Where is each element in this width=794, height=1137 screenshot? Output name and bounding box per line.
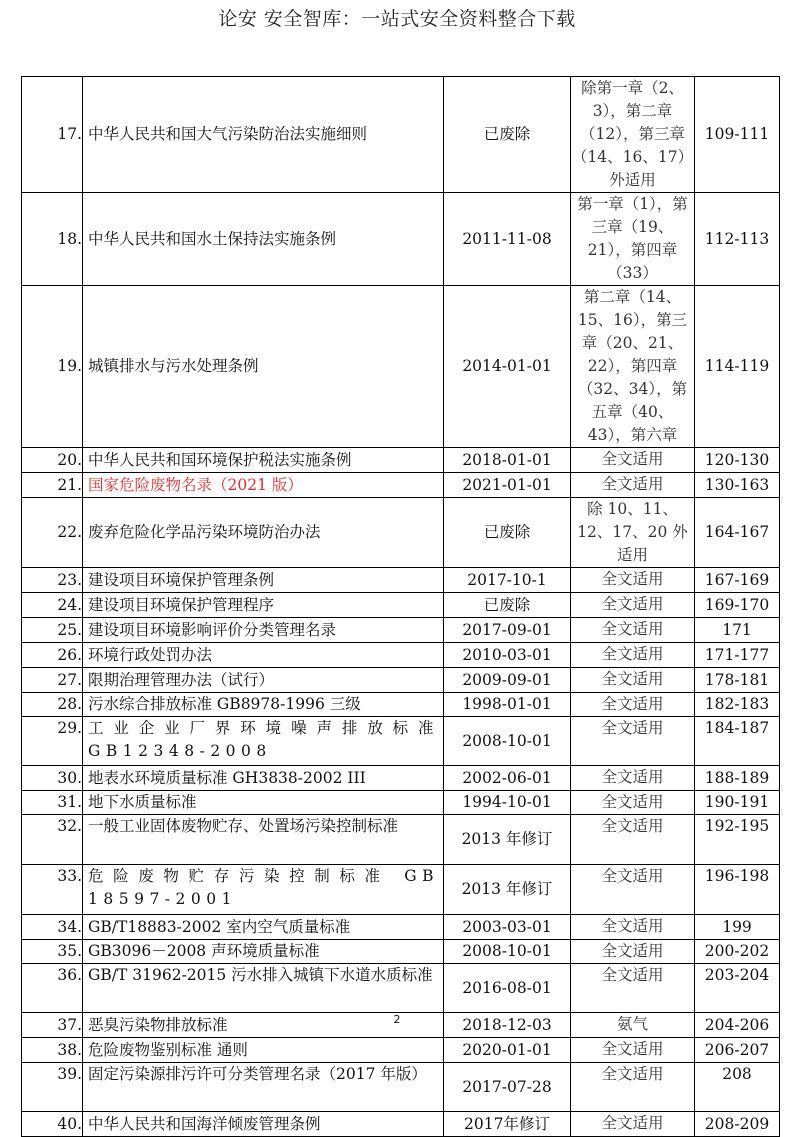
page-range: 120-130 xyxy=(695,448,780,473)
regulation-name: 建设项目环境保护管理程序 xyxy=(83,593,444,618)
regulation-name: 中华人民共和国海洋倾废管理条例 xyxy=(83,1112,444,1137)
applicable-scope: 全文适用 xyxy=(571,964,695,1013)
applicable-scope: 除 10、11、12、17、20 外适用 xyxy=(571,498,695,568)
table-row xyxy=(22,77,780,193)
page-range: 206-207 xyxy=(695,1038,780,1063)
regulation-name: 中华人民共和国水土保持法实施条例 xyxy=(83,193,444,286)
table-row xyxy=(22,1063,780,1112)
page-range: 208-209 xyxy=(695,1112,780,1137)
applicable-scope: 全文适用 xyxy=(571,717,695,766)
row-number: 27. xyxy=(22,668,83,693)
applicable-scope: 第二章（14、15、16），第三章（20、21、22），第四章（32、34），第五章（40、43），第六章 xyxy=(571,286,695,448)
page-range: 169-170 xyxy=(695,593,780,618)
applicable-scope: 全文适用 xyxy=(571,766,695,791)
applicable-scope: 全文适用 xyxy=(571,618,695,643)
page-range: 112-113 xyxy=(695,193,780,286)
row-number: 17. xyxy=(22,77,83,193)
regulation-name: 废弃危险化学品污染环境防治办法 xyxy=(83,498,444,568)
applicable-scope: 全文适用 xyxy=(571,448,695,473)
row-number: 28. xyxy=(22,693,83,717)
effective-date: 2018-12-03 xyxy=(444,1013,571,1038)
row-number: 29. xyxy=(22,717,83,766)
table-row xyxy=(22,1038,780,1063)
row-number: 31. xyxy=(22,791,83,815)
row-number: 21. xyxy=(22,473,83,498)
effective-date: 2003-03-01 xyxy=(444,915,571,940)
row-number: 33. xyxy=(22,865,83,915)
page-range: 196-198 xyxy=(695,865,780,915)
row-number: 36. xyxy=(22,964,83,1013)
effective-date: 2017-07-28 xyxy=(444,1063,571,1112)
regulation-name: GB/T 31962-2015 污水排入城镇下水道水质标准 xyxy=(83,964,444,1013)
regulation-name: 建设项目环境影响评价分类管理名录 xyxy=(83,618,444,643)
effective-date: 2018-01-01 xyxy=(444,448,571,473)
row-number: 23. xyxy=(22,568,83,593)
effective-date: 2010-03-01 xyxy=(444,643,571,668)
row-number: 26. xyxy=(22,643,83,668)
row-number: 20. xyxy=(22,448,83,473)
applicable-scope: 全文适用 xyxy=(571,593,695,618)
row-number: 22. xyxy=(22,498,83,568)
applicable-scope: 全文适用 xyxy=(571,1063,695,1112)
page-range: 178-181 xyxy=(695,668,780,693)
regulation-name: 中华人民共和国环境保护税法实施条例 xyxy=(83,448,444,473)
table-row xyxy=(22,1112,780,1137)
row-number: 38. xyxy=(22,1038,83,1063)
regulation-name: 城镇排水与污水处理条例 xyxy=(83,286,444,448)
applicable-scope: 全文适用 xyxy=(571,791,695,815)
row-number: 39. xyxy=(22,1063,83,1112)
table-row xyxy=(22,915,780,940)
applicable-scope: 全文适用 xyxy=(571,643,695,668)
effective-date: 2008-10-01 xyxy=(444,940,571,964)
effective-date: 2017-10-1 xyxy=(444,568,571,593)
page-range: 200-202 xyxy=(695,940,780,964)
page-range: 190-191 xyxy=(695,791,780,815)
table-row xyxy=(22,618,780,643)
table-row xyxy=(22,766,780,791)
table-row xyxy=(22,693,780,717)
row-number: 24. xyxy=(22,593,83,618)
table-row xyxy=(22,964,780,1013)
effective-date: 2017-09-01 xyxy=(444,618,571,643)
effective-date: 1998-01-01 xyxy=(444,693,571,717)
applicable-scope: 全文适用 xyxy=(571,1038,695,1063)
row-number: 35. xyxy=(22,940,83,964)
effective-date: 2008-10-01 xyxy=(444,717,571,766)
effective-date: 已废除 xyxy=(444,498,571,568)
regulation-name: 危险废物鉴别标准 通则 xyxy=(83,1038,444,1063)
regulation-name: 固定污染源排污许可分类管理名录（2017 年版） xyxy=(83,1063,444,1112)
page-range: 171-177 xyxy=(695,643,780,668)
table-row xyxy=(22,940,780,964)
applicable-scope: 全文适用 xyxy=(571,568,695,593)
regulation-name: 工业企业厂界环境噪声排放标准 GB12348-2008 xyxy=(83,717,444,766)
table-row xyxy=(22,815,780,865)
page-range: 184-187 xyxy=(695,717,780,766)
page-range: 164-167 xyxy=(695,498,780,568)
regulation-name: 地表水环境质量标准 GH3838-2002 III xyxy=(83,766,444,791)
page-number: 2 xyxy=(393,1013,401,1026)
regulations-table xyxy=(21,76,780,1137)
effective-date: 2002-06-01 xyxy=(444,766,571,791)
regulation-name-highlighted: 国家危险废物名录（2021 版） xyxy=(83,473,444,498)
applicable-scope: 第一章（1），第三章（19、21），第四章（33） xyxy=(571,193,695,286)
table-row xyxy=(22,568,780,593)
effective-date: 2020-01-01 xyxy=(444,1038,571,1063)
row-number: 25. xyxy=(22,618,83,643)
page-range: 188-189 xyxy=(695,766,780,791)
applicable-scope: 全文适用 xyxy=(571,915,695,940)
effective-date: 2021-01-01 xyxy=(444,473,571,498)
page-range: 114-119 xyxy=(695,286,780,448)
table-row xyxy=(22,193,780,286)
applicable-scope: 全文适用 xyxy=(571,940,695,964)
page-range: 203-204 xyxy=(695,964,780,1013)
row-number: 34. xyxy=(22,915,83,940)
regulation-name: GB3096－2008 声环境质量标准 xyxy=(83,940,444,964)
effective-date: 2016-08-01 xyxy=(444,964,571,1013)
table-row xyxy=(22,717,780,766)
table-row xyxy=(22,791,780,815)
regulation-name: 一般工业固体废物贮存、处置场污染控制标准 xyxy=(83,815,444,865)
table-row xyxy=(22,593,780,618)
applicable-scope: 氨气 xyxy=(571,1013,695,1038)
applicable-scope: 全文适用 xyxy=(571,473,695,498)
effective-date: 2011-11-08 xyxy=(444,193,571,286)
effective-date: 已废除 xyxy=(444,593,571,618)
effective-date: 2014-01-01 xyxy=(444,286,571,448)
table-row xyxy=(22,668,780,693)
regulation-name: 限期治理管理办法（试行） xyxy=(83,668,444,693)
row-number: 18. xyxy=(22,193,83,286)
row-number: 40. xyxy=(22,1112,83,1137)
page-range: 199 xyxy=(695,915,780,940)
table-row xyxy=(22,865,780,915)
regulation-name: 中华人民共和国大气污染防治法实施细则 xyxy=(83,77,444,193)
row-number: 32. xyxy=(22,815,83,865)
page-range: 167-169 xyxy=(695,568,780,593)
table-row xyxy=(22,448,780,473)
regulation-name: 建设项目环境保护管理条例 xyxy=(83,568,444,593)
table-row xyxy=(22,643,780,668)
page-header-title: 论安 安全智库：一站式安全资料整合下载 xyxy=(218,8,576,30)
effective-date: 2013 年修订 xyxy=(444,815,571,865)
applicable-scope: 全文适用 xyxy=(571,668,695,693)
row-number: 37. xyxy=(22,1013,83,1038)
regulation-name: 危险废物贮存污染控制标准 GB 18597-2001 xyxy=(83,865,444,915)
applicable-scope: 全文适用 xyxy=(571,815,695,865)
applicable-scope: 除第一章（2、3），第二章（12），第三章（14、16、17）外适用 xyxy=(571,77,695,193)
table-row xyxy=(22,473,780,498)
effective-date: 2017年修订 xyxy=(444,1112,571,1137)
applicable-scope: 全文适用 xyxy=(571,693,695,717)
page-range: 130-163 xyxy=(695,473,780,498)
table-row xyxy=(22,498,780,568)
effective-date: 2013 年修订 xyxy=(444,865,571,915)
page-range: 208 xyxy=(695,1063,780,1112)
page-range: 204-206 xyxy=(695,1013,780,1038)
row-number: 30. xyxy=(22,766,83,791)
page-range: 109-111 xyxy=(695,77,780,193)
page-range: 171 xyxy=(695,618,780,643)
regulation-name: 地下水质量标准 xyxy=(83,791,444,815)
regulation-name: 污水综合排放标准 GB8978-1996 三级 xyxy=(83,693,444,717)
effective-date: 2009-09-01 xyxy=(444,668,571,693)
regulation-name: 环境行政处罚办法 xyxy=(83,643,444,668)
regulation-name: 恶臭污染物排放标准 xyxy=(83,1013,444,1038)
table-row xyxy=(22,286,780,448)
applicable-scope: 全文适用 xyxy=(571,865,695,915)
regulation-name: GB/T18883-2002 室内空气质量标准 xyxy=(83,915,444,940)
row-number: 19. xyxy=(22,286,83,448)
page-range: 192-195 xyxy=(695,815,780,865)
page-range: 182-183 xyxy=(695,693,780,717)
effective-date: 1994-10-01 xyxy=(444,791,571,815)
applicable-scope: 全文适用 xyxy=(571,1112,695,1137)
effective-date: 已废除 xyxy=(444,77,571,193)
